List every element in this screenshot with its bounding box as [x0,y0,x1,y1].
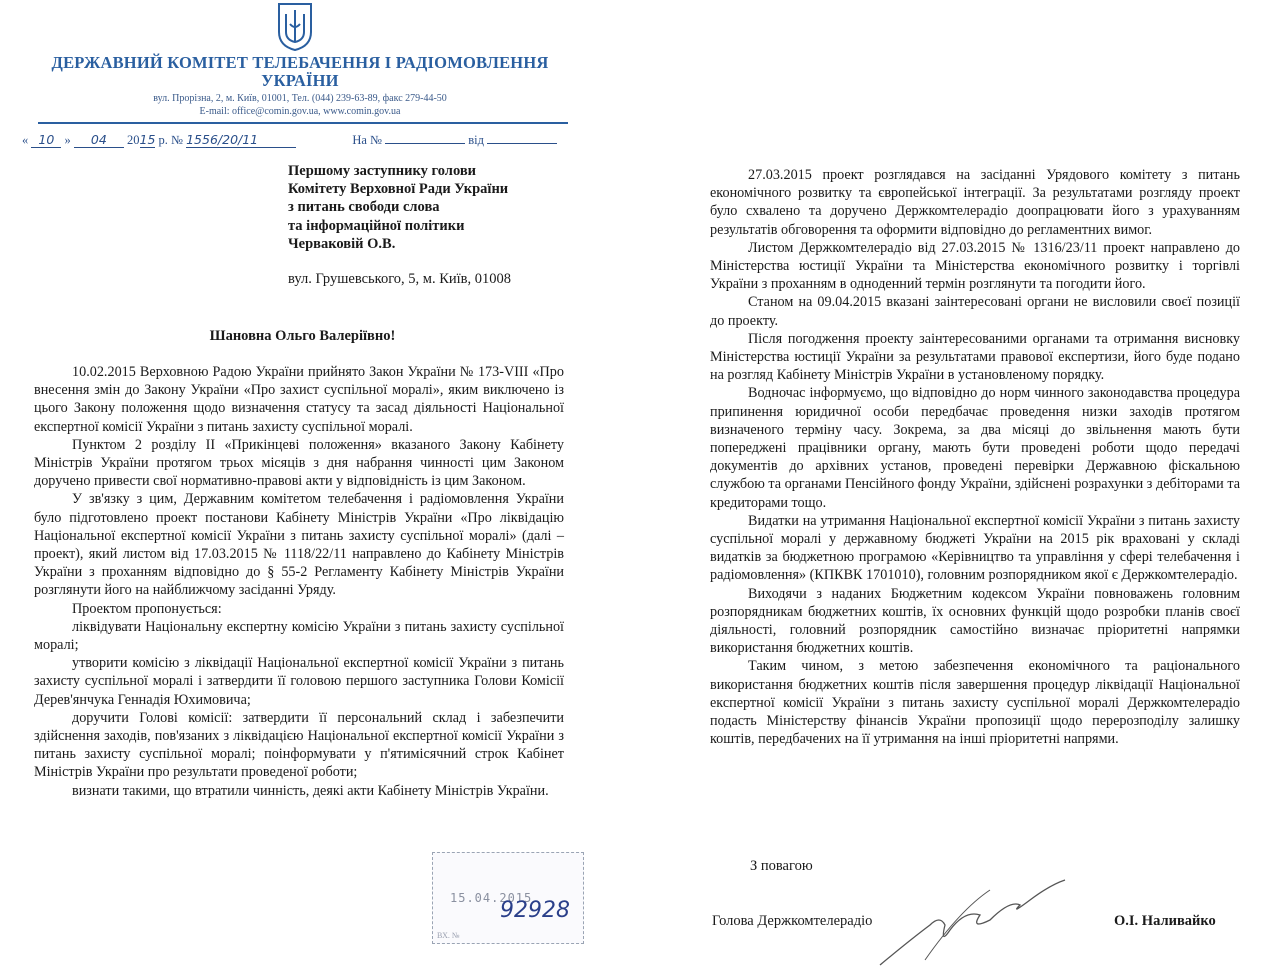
paragraph: ліквідувати Національну експертну комісію України з питань захисту суспільної моралі; [34,618,564,654]
paragraph: 10.02.2015 Верховною Радою України прийнято Закон України № 173-VIII «Про внесення змін до Закону України «Про захист суспільної моралі», яким виключено із цього Закону положення щодо визначення статусу та засад діяльності Національної експертної комісії України з питань захисту суспільної моралі. [34,364,564,435]
handwritten-signature [870,870,1070,970]
org-address-block [40,92,560,118]
signer-position: Голова Держкомтелерадіо [712,913,873,929]
paragraph: Станом на 09.04.2015 вказані заінтересовані органи не висловили своєї позиції до проекту. [710,294,1240,329]
org-address: вул. Прорізна, 2, м. Київ, 01001, Тел. (044) 239-63-89, факс 279-44-50 [153,93,447,104]
reg-year-prefix: 20 [127,133,140,147]
letter-page-1 [0,0,605,970]
addressee-line: Першому заступнику голови [288,163,477,179]
from-label: від [468,133,484,147]
paragraph: Проектом пропонується: [72,600,222,617]
paragraph: У зв'язку з цим, Державним комітетом телебачення і радіомовлення України було підготовлено проект постанови Кабінету Міністрів України «Про ліквідацію Національної експертної комісії України з питань захисту суспільної моралі» (далі – проект), який листом від 17.03.2015 № 1118/22/11 направлено до Кабінету Міністрів України з проханням відповідно до § 55-2 Регламенту Кабінету Міністрів України розглянути його на найближчому засіданні Уряду. [34,491,564,599]
paragraph: Водночас інформуємо, що відповідно до норм чинного законодавства процедура припинення юридичної особи передбачає проведення низки заходів протягом визначеного терміну часу. Зокрема, за два місяці до звільнення мають бути попереджені працівники органу, мають бути проведені роботи щодо передачі документів до архівних установ, проведені перевірки Державною фіскальною службою та органами Пенсійного фонду України, здійснені розрахунки з дебіторами та кредиторами тощо. [710,385,1240,511]
letter-body-2 [710,166,1240,749]
paragraph: Виходячи з наданих Бюджетним кодексом України повноважень головним розпорядникам бюджетних коштів, їх основних функцій щодо розробки планів своєї діяльності, головний розпорядник самостійно визначає пріоритетні напрямки використання бюджетних коштів. [710,585,1240,657]
addressee-line: з питань свободи слова [288,199,440,216]
regards: З повагою [750,858,813,874]
addressee-block [288,162,588,253]
stamp-label: ВХ. № [437,931,460,940]
org-name: ДЕРЖАВНИЙ КОМІТЕТ ТЕЛЕБАЧЕННЯ І РАДІОМОВЛЕННЯ УКРАЇНИ [51,53,549,90]
reg-month: 04 [74,132,124,148]
paragraph: Видатки на утримання Національної експертної комісії України з питань захисту суспільної моралі у державному бюджеті України на 2015 рік враховані у складі видатків за бюджетною програмою «Керівництво та управління у сфері телебачення і радіомовлення» (КПКВК 1701010), головним розпорядником якої є Держкомтелерадіо. [710,512,1240,584]
letter-body-1 [34,363,564,800]
reply-label: На № [352,133,382,147]
letterhead-divider [38,122,568,124]
registration-line [22,132,582,148]
signer-name: О.І. Наливайко [1114,913,1216,929]
trident-emblem-icon [275,2,315,52]
paragraph: Пунктом 2 розділу II «Прикінцеві положення» вказаного Закону Кабінету Міністрів України протягом трьох місяців з дня набрання чинності цим Законом доручено привести свої нормативно-правові акти у відповідність із цим Законом. [34,436,564,490]
paragraph: Листом Держкомтелерадіо від 27.03.2015 № 1316/23/11 проект направлено до Міністерства юстиції України та Міністерства економічного розвитку і торгівлі України з проханням в одноденний термін розглянути та погодити його. [710,239,1240,293]
paragraph: 27.03.2015 проект розглядався на засіданні Урядового комітету з питань економічного розвитку та європейської інтеграції. За результатами розгляду проект було схвалено та доручено Держкомтелерадіо доопрацювати його з урахуванням результатів обговорення та оформити відповідно до регламентних вимог. [710,167,1240,238]
reg-year-suffix: 15 [139,132,156,147]
paragraph: утворити комісію з ліквідації Національної експертної комісії України з питань захисту суспільної моралі і затвердити її головою першого заступника Голови Комісії Дерев'янчука Геннадія Юхимовича; [34,655,564,708]
addressee-line: Черваковій О.В. [288,235,396,252]
addressee-line: Комітету Верховної Ради України [288,181,509,198]
reg-close-quote: » [64,133,71,147]
paragraph: Таким чином, з метою забезпечення економічного та раціонального використання бюджетних коштів після завершення процедур ліквідації Національної експертної комісії України з питань захисту суспільної моралі Держкомтелерадіо подасть Міністерству фінансів України пропозиції щодо перерозподілу залишку коштів, передбачених на її утримання на інші пріоритетні напрями. [710,658,1240,748]
reg-number-label: № [171,133,183,147]
reg-open-quote: « [22,133,29,147]
salutation: Шановна Ольго Валеріївно! [209,328,396,344]
reg-number: 1556/20/11 [186,132,296,148]
reg-year-unit: р. [158,133,168,147]
org-contacts: E-mail: office@comin.gov.ua, www.comin.gov.ua [199,106,401,117]
addressee-line: та інформаційної політики [288,217,465,234]
paragraph: доручити Голові комісії: затвердити її персональний склад і забезпечити здійснення заходів, пов'язаних з ліквідацією Національної експертної комісії України з питань захисту суспільної моралі; поінформувати у п'ятимісячний строк Кабінет Міністрів України про результати проведеної роботи; [34,709,564,781]
reg-day: 10 [31,132,61,148]
paragraph: Після погодження проекту заінтересованими органами та отримання висновку Міністерства юстиції України за результатами правової експертизи, його буде подано на розгляд Кабінету Міністрів України в установленому порядку. [710,330,1240,384]
letter-page-2 [640,0,1269,970]
paragraph: визнати такими, що втратили чинність, деякі акти Кабінету Міністрів України. [72,782,549,799]
addressee-street: вул. Грушевського, 5, м. Київ, 01008 [288,271,512,287]
stamp-number: 92928 [500,898,570,923]
stamp-date: 15.04.2015 [450,891,533,905]
